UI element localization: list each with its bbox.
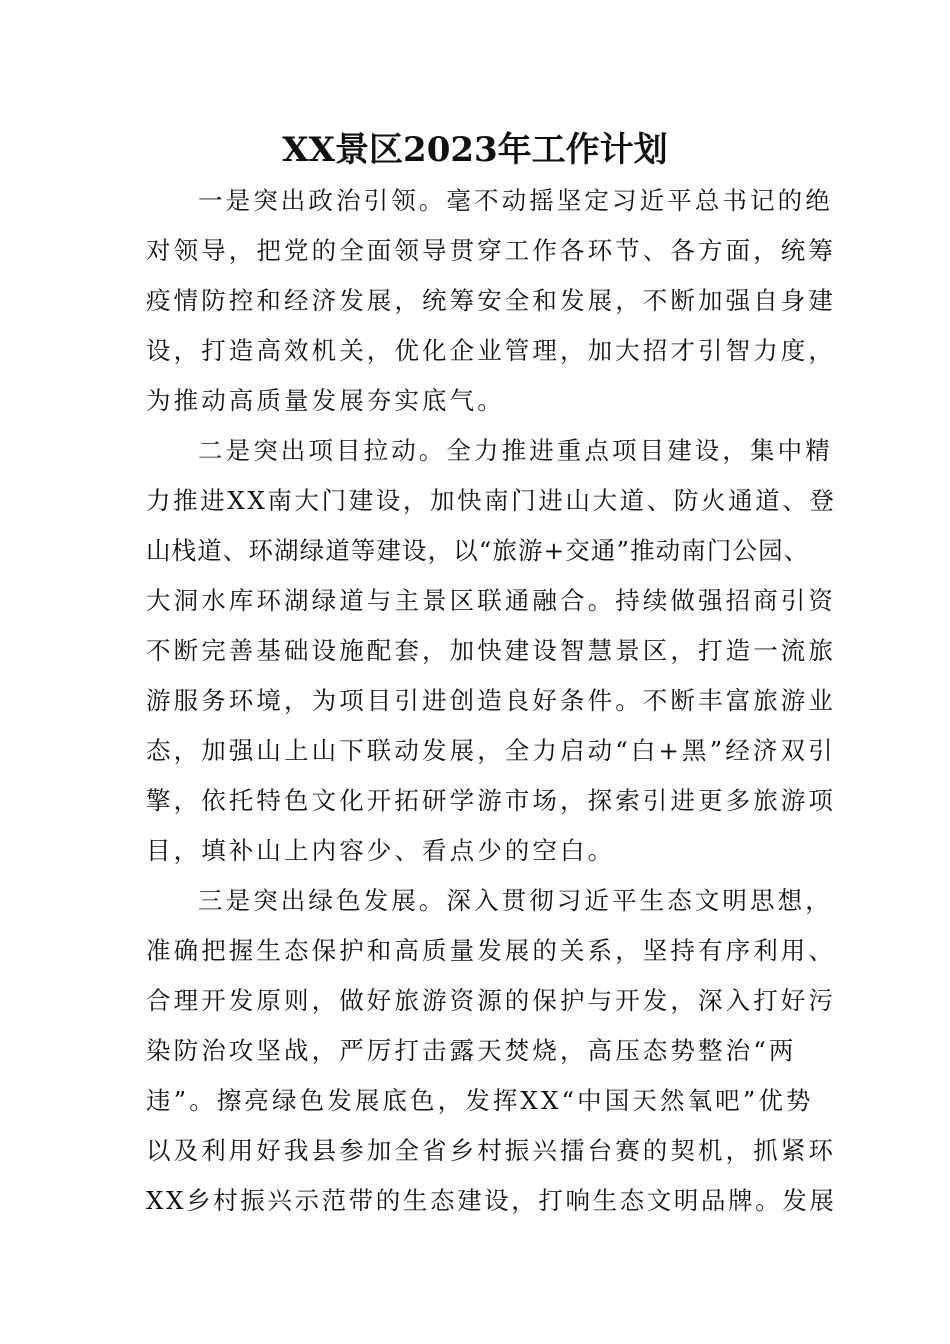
paragraph-1-line-5: 为推动高质量发展夯实底气。 bbox=[146, 386, 505, 415]
paragraph-1-line-4: 设，打造高效机关，优化企业管理，加大招才引智力度， bbox=[146, 336, 836, 365]
paragraph-3-line-5: 违”。擦亮绿色发展底色，发挥XX“中国天然氧吧”优势 bbox=[146, 1086, 814, 1115]
paragraph-3-line-6: 以及利用好我县参加全省乡村振兴擂台赛的契机，抓紧环 bbox=[146, 1136, 836, 1165]
document-title: XX景区2023年工作计划 bbox=[282, 130, 668, 170]
paragraph-2-line-8: 擎，依托特色文化开拓研学游市场，探索引进更多旅游项 bbox=[146, 786, 836, 815]
paragraph-2-line-5: 不断完善基础设施配套，加快建设智慧景区，打造一流旅 bbox=[146, 636, 836, 665]
paragraph-2-line-2: 力推进XX南大门建设，加快南门进山大道、防火通道、登 bbox=[146, 486, 837, 515]
paragraph-1-line-1: 一是突出政治引领。毫不动摇坚定习近平总书记的绝 bbox=[198, 186, 833, 215]
paragraph-2-line-6: 游服务环境，为项目引进创造良好条件。不断丰富旅游业 bbox=[146, 686, 836, 715]
document-body bbox=[146, 176, 837, 1226]
paragraph-3-line-2: 准确把握生态保护和高质量发展的关系，坚持有序利用、 bbox=[146, 936, 836, 965]
paragraph-2-line-9: 目，填补山上内容少、看点少的空白。 bbox=[146, 836, 616, 865]
paragraph-2-line-4: 大洞水库环湖绿道与主景区联通融合。持续做强招商引资 bbox=[146, 586, 836, 615]
paragraph-3-line-7: XX乡村振兴示范带的生态建设，打响生态文明品牌。发展 bbox=[146, 1186, 837, 1215]
paragraph-2-line-7: 态，加强山上山下联动发展，全力启动“白+黑”经济双引 bbox=[146, 736, 836, 765]
paragraph-2-line-3: 山栈道、环湖绿道等建设，以“旅游+交通”推动南门公园、 bbox=[146, 536, 810, 565]
paragraph-3-line-3: 合理开发原则，做好旅游资源的保护与开发，深入打好污 bbox=[146, 986, 836, 1015]
paragraph-3-line-1: 三是突出绿色发展。深入贯彻习近平生态文明思想， bbox=[198, 886, 833, 915]
paragraph-2-line-1: 二是突出项目拉动。全力推进重点项目建设，集中精 bbox=[198, 436, 833, 465]
paragraph-3-line-4: 染防治攻坚战，严厉打击露天焚烧，高压态势整治“两 bbox=[146, 1036, 797, 1065]
paragraph-1-line-2: 对领导，把党的全面领导贯穿工作各环节、各方面，统筹 bbox=[146, 236, 836, 265]
paragraph-1-line-3: 疫情防控和经济发展，统筹安全和发展，不断加强自身建 bbox=[146, 286, 836, 315]
